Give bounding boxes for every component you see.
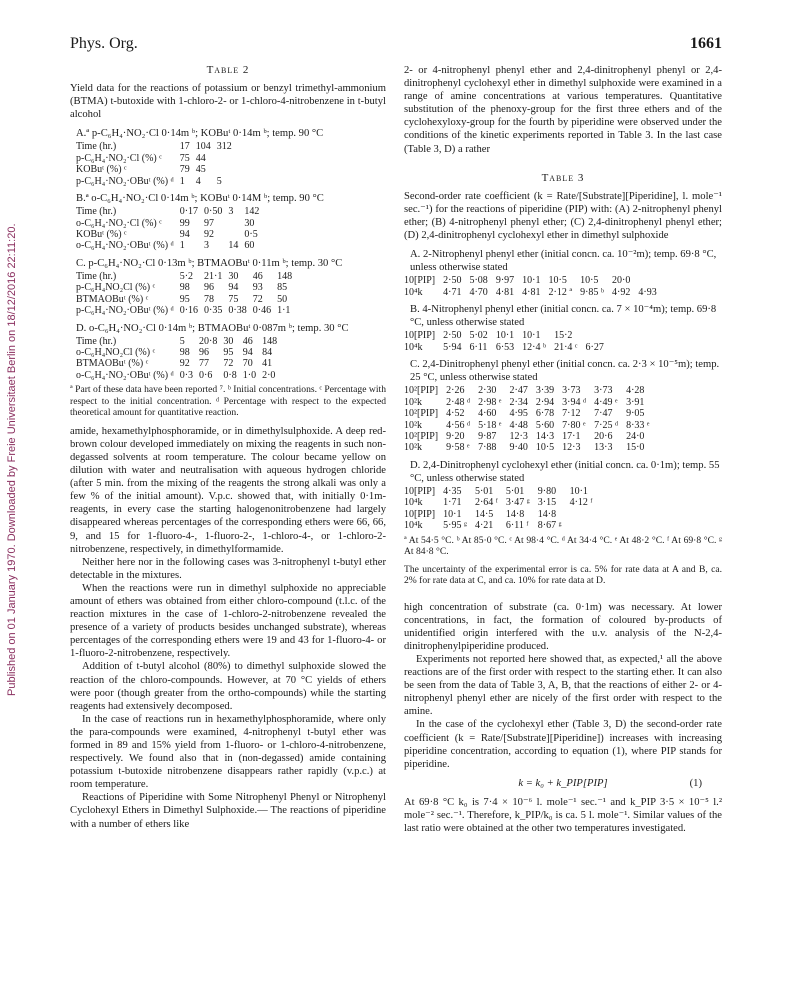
table-cell: 4·93 — [638, 286, 657, 298]
table-cell: 4·28 — [626, 385, 645, 397]
table-cell: 142 — [244, 206, 260, 218]
row-label: 10[PIP] — [404, 330, 436, 342]
row-label: Time (hr.) — [76, 335, 117, 347]
table-cell: 4·12 ᶠ — [569, 497, 593, 509]
table-cell — [280, 358, 286, 369]
table2-title: Table 2 — [206, 64, 250, 76]
table-cell: 9·85 ᵇ — [580, 286, 605, 298]
table-cell: 10·1 — [522, 330, 541, 342]
body-paragraph: high concentration of substrate (ca. 0·1m) was necessary. At lower concentrations, in fact, the formation of coloured by-products of unidentified origin interfered with the u.v. analysis of the N-2,4-dinitrophenylpiperidine produced. — [404, 601, 722, 652]
table-cell — [295, 271, 301, 282]
table-cell — [247, 164, 253, 175]
table-cell: 5·01 — [474, 485, 494, 497]
table-cell: 98 — [179, 282, 190, 294]
table-row — [404, 397, 653, 408]
table-cell: 94 — [228, 282, 239, 294]
body-paragraph: Addition of t-butyl alcohol (80%) to dimethyl sulphoxide slowed the reaction of the chloro-compounds. However, at 70 °C yields of ethers were poor (though greater from the ortho-compounds) while the starting reagents had extensively decomposed. — [70, 661, 386, 712]
table-cell: 5 — [179, 335, 185, 347]
table-cell: 6·11 ᶠ — [505, 520, 529, 532]
row-label: Time (hr.) — [76, 270, 117, 282]
table-cell: 2·34 — [509, 396, 528, 408]
equation-text: k = k₀ + k_PIP[PIP] — [518, 777, 608, 789]
table3 — [404, 248, 722, 531]
table-row — [70, 240, 274, 251]
table-cell: 14·8 — [505, 508, 525, 520]
table-cell: 45 — [195, 164, 206, 176]
journal-name: Phys. Org. — [70, 35, 138, 52]
equation-number: (1) — [689, 777, 702, 789]
table-row — [70, 229, 274, 240]
table-cell: 9·05 — [626, 408, 645, 420]
table-cell: 12·3 — [509, 430, 528, 442]
table-cell: 4·70 — [469, 286, 488, 298]
body-paragraph: Neither here nor in the following cases was 3-nitrophenyl t-butyl ether detectable in the mixtures. — [70, 556, 386, 581]
table-cell — [214, 164, 235, 175]
table-cell: 7·47 — [594, 408, 613, 420]
table-cell: 5·08 — [469, 275, 488, 287]
table-cell: 3·39 — [535, 385, 555, 397]
table-cell: 14·5 — [474, 508, 494, 520]
table-cell: 94 — [179, 229, 190, 240]
table-cell: 9·20 — [446, 430, 465, 442]
table-row — [404, 431, 653, 442]
download-note: Published on 01 January 1970. Downloaded by Freie Universitaet Berlin on 18/12/2016 22:11:20. — [6, 223, 18, 696]
table-row — [404, 442, 653, 453]
table-cell: 0·5 — [244, 229, 258, 240]
table3-section-table — [404, 385, 653, 453]
table-cell: 0·3 — [179, 369, 194, 381]
table-cell: 0·46 — [252, 305, 272, 317]
row-label: p-C₆H₄·NO₂·OBuᵗ (%) ᵈ — [76, 305, 174, 317]
table-cell: 77 — [199, 358, 210, 370]
row-label: KOBuᵗ (%) ᶜ — [76, 164, 127, 176]
table-cell — [268, 240, 274, 251]
table-cell: 50 — [277, 293, 288, 305]
table-cell: 6·27 — [585, 341, 604, 353]
table-cell: 3·47 ᵍ — [505, 497, 530, 509]
table-cell: 10·1 — [522, 275, 541, 287]
table2-section-table — [70, 336, 286, 382]
table-cell: 20·6 — [594, 430, 613, 442]
table2-section-head: A.ª p-C₆H₄·NO₂·Cl 0·14m ᵇ; KOBuᵗ 0·14m ᵇ; temp. 90 °C — [76, 128, 324, 140]
table2-section-head: C. p-C₆H₄·NO₂·Cl 0·13m ᵇ; BTMAOBuᵗ 0·11m ᵇ; temp. 30 °C — [76, 257, 343, 269]
row-label: 10⁴k — [404, 341, 423, 353]
table-row — [70, 336, 286, 347]
table3-title: Table 3 — [541, 171, 585, 184]
table-row — [70, 294, 301, 305]
table-cell: 0·35 — [204, 305, 223, 317]
row-label: 10²[PIP] — [404, 408, 439, 420]
table-cell — [225, 218, 241, 229]
table-cell: 5·95 ᵍ — [443, 520, 467, 532]
body-paragraph: In the case of reactions run in hexamethylphosphoramide, where only the para-compounds were examined, 4-nitrophenyl t-butyl ether was formed in 89 and 15% yield from 1-fluoro- or 1-chloro-4-nitrobenzene, respectively. We found also that in (non-degassed) amide containing potassium t-butoxide nitrobenzene disappears rather rapidly (v.p.c.) at room temperature. — [70, 713, 386, 791]
table-cell: 4·71 — [443, 286, 462, 298]
table-cell: 17 — [179, 141, 190, 153]
table-cell: 5·94 — [443, 341, 462, 353]
table3-section-table — [404, 486, 597, 532]
row-label: 10²[PIP] — [404, 430, 439, 442]
body-paragraph: In the case of the cyclohexyl ether (Table 3, D) the second-order rate coefficient (k = Rate/[Substrate][Piperidine]) increases with increasing piperidine concentration, according to equation (1), where PIP stands for piperidine. — [404, 719, 722, 770]
table-cell: 10·1 — [495, 330, 515, 342]
table-cell — [214, 153, 235, 164]
table-cell: 5·18 ᵉ — [478, 419, 502, 431]
row-label: KOBuᵗ (%) ᶜ — [76, 229, 127, 240]
row-label: 10[PIP] — [404, 508, 436, 520]
row-label: p-C₆H₄·NO₂·Cl (%) ᶜ — [76, 152, 162, 164]
table-cell: 7·12 — [562, 408, 581, 420]
table-cell: 1 — [179, 240, 185, 252]
table-row — [70, 358, 286, 369]
table-cell: 2·50 — [443, 275, 462, 287]
table2-section-table — [70, 141, 253, 187]
right-top-paragraph: 2- or 4-nitrophenyl phenyl ether and 2,4-dinitrophenyl phenyl or 2,4-dinitrophenyl cyclohexyl ether in dimethyl sulphoxide were examined in a range of amine concentrations at various temperatures. Quantitative substitution of the phenoxy-group for the first three ethers and of the cyclohexyloxy-group for the fourth by piperidine were observed under the conditions of the kinetic experiments reported in Table 3. In the last case (Table 3, D) a rather — [404, 65, 722, 155]
table-row — [70, 164, 253, 175]
table-cell: 93 — [252, 282, 263, 294]
table-row — [404, 509, 597, 520]
table-cell: 2·26 — [446, 385, 465, 397]
body-paragraph: Reactions of Piperidine with Some Nitrophenyl Phenyl or Nitrophenyl Cyclohexyl Ethers in Dimethyl Sulphoxide.— The reactions of piperidine with a number of ethers like — [70, 792, 386, 830]
body-paragraph: When the reactions were run in dimethyl sulphoxide no appreciable amount of ethers was obtained from either chloro-compound (t.l.c. of the reaction mixtures in the case of 1-chloro-2-nitrobenzene revealed the presence of a variety of products besides unchanged substrate), whereas percentages of the corresponding ethers were 19 and 43 for 1-fluoro-4- or 1-fluoro-2-nitrobenzene, respectively. — [70, 582, 386, 660]
table-row — [404, 330, 608, 341]
row-label: BTMAOBuᵗ (%) ᶜ — [76, 358, 149, 370]
table-cell: 5·01 — [505, 485, 525, 497]
table-cell: 94 — [242, 347, 253, 359]
table-cell: 7·88 — [478, 442, 497, 454]
table-cell: 4 — [195, 175, 201, 187]
body-paragraph: amide, hexamethylphosphoramide, or in dimethylsulphoxide. A deep red-brown colour developed immediately on mixing the reagents in such non-degassed solvents at room temperature. The colour became yellow on dilution with water and neutralisation with aqueous hydrogen chloride (after 5 min. from the mixing of the reagents the strong alkali was only a few % of the initial amount). V.p.c. showed that, with initially 0·1m-reagents, in every case the starting halogenonitrobenzene had largely disappeared whereas percentages of the corresponding ethers were 66, 66, 9, and 15 for 1-fluoro-4-, 1-fluoro-2-, 1-chloro-4-, or 1-chloro-2-nitrobenzene, respectively, in dimethylformamide. — [70, 425, 386, 555]
table-cell: 12·4 ᵇ — [522, 341, 547, 353]
table2-caption: Yield data for the reactions of potassium or benzyl trimethyl-ammonium (BTMA) t-butoxide with 1-chloro-2- or 1-chloro-4-nitrobenzene in t-butyl alcohol — [70, 83, 386, 121]
row-label: 10²k — [404, 396, 422, 408]
table3-caption: Second-order rate coefficient (k = Rate/[Substrate][Piperidine], l. mole⁻¹ sec.⁻¹) for the reactions of piperidine (PIP) with: (A) 2-nitrophenyl phenyl ether; (B) 4-nitrophenyl phenyl ether; (C) 2,4-dinitrophenyl phenyl ether; (D) 2,4-dinitrophenyl cyclohexyl ether in dimethyl sulphoxide — [404, 190, 722, 242]
table-cell: 3·94 ᵈ — [562, 396, 587, 408]
table-cell: 6·78 — [535, 408, 555, 420]
table-cell — [268, 218, 274, 229]
table-cell: 4·92 — [612, 286, 631, 298]
table-cell: 95 — [179, 293, 190, 305]
table-cell: 4·48 — [509, 419, 528, 431]
table-cell: 0·16 — [179, 305, 199, 317]
table3-section-table — [404, 330, 608, 353]
table-cell: 4·81 — [495, 286, 515, 298]
table-row — [404, 486, 597, 497]
table-cell: 3 — [204, 240, 210, 252]
row-label: BTMAOBuᵗ (%) ᶜ — [76, 293, 149, 305]
table-cell: 2·0 — [262, 369, 276, 381]
table-cell: 5·2 — [179, 270, 194, 282]
table-cell — [247, 141, 253, 152]
table-row — [70, 271, 301, 282]
table-cell: 14·3 — [535, 430, 555, 442]
table-cell: 20·0 — [612, 275, 631, 287]
row-label: o-C₆H₄·NO₂·OBuᵗ (%) ᵈ — [76, 240, 174, 252]
table-row — [70, 347, 286, 358]
table-row — [404, 385, 653, 396]
table-cell: 75 — [228, 293, 239, 305]
table-cell — [225, 229, 241, 240]
equation-1 — [404, 777, 722, 790]
table-cell: 104 — [195, 141, 211, 153]
row-label: o-C₆H₄·NO₂·OBuᵗ (%) ᵈ — [76, 369, 174, 381]
table-cell: 9·40 — [509, 442, 528, 454]
table-cell: 85 — [277, 282, 288, 294]
table-cell: 15·2 — [554, 330, 573, 342]
table-cell: 84 — [262, 347, 273, 359]
table3-section-head: B. 4-Nitrophenyl phenyl ether (initial concn. ca. 7 × 10⁻⁴m); temp. 69·8 °C, unless otherwise stated — [410, 304, 717, 329]
table-cell: 13·3 — [594, 442, 613, 454]
row-label: 10⁴k — [404, 286, 423, 298]
table-cell: 98 — [179, 347, 190, 359]
table3-note: The uncertainty of the experimental error is ca. 5% for rate data at A and B, ca. 2% for rate data at C, and ca. 10% for rate data at D. — [404, 563, 722, 587]
table2-section-table — [70, 206, 274, 252]
table-cell: 99 — [179, 217, 190, 229]
body-paragraph: Experiments not reported here showed that, as expected,¹ all the above reactions are of the first order with respect to the starting ether. It can also be seen from the data of Table 3, A, B, that the reactions of either 2- or 4-nitrophenyl phenyl ether are nicely of the first order with respect to the amine. — [404, 653, 722, 718]
table-row — [70, 153, 253, 164]
table-cell: 9·87 — [478, 430, 497, 442]
table-cell: 7·80 ᵉ — [562, 419, 586, 431]
table-cell: 0·6 — [199, 369, 213, 381]
table-cell: 0·8 — [223, 369, 237, 381]
table2 — [70, 127, 386, 381]
table-cell: 6·11 — [469, 341, 488, 353]
table-cell: 4·81 — [522, 286, 541, 298]
page-number: 1661 — [690, 35, 722, 52]
table-cell: 14 — [228, 240, 239, 252]
right-body-text — [404, 601, 722, 771]
table-row — [404, 275, 661, 286]
table-cell: 4·56 ᵈ — [446, 419, 471, 431]
row-label: 10⁴k — [404, 497, 423, 509]
table-cell: 0·38 — [228, 305, 247, 317]
table-cell — [280, 370, 286, 381]
table-cell — [247, 153, 253, 164]
table-cell: 72 — [252, 293, 263, 305]
table-cell: 10·5 — [580, 275, 599, 287]
table-cell: 30 — [228, 270, 239, 282]
table-cell: 9·58 ᵉ — [446, 442, 470, 454]
table-cell: 21·1 — [204, 270, 223, 282]
table-cell — [295, 282, 301, 293]
row-label: 10[PIP] — [404, 485, 436, 497]
table-cell: 1 — [179, 175, 185, 187]
table-row — [404, 408, 653, 419]
table-cell: 12·3 — [562, 442, 581, 454]
table-cell: 3 — [228, 206, 234, 218]
table-cell: 92 — [204, 229, 215, 240]
table-cell: 30 — [244, 217, 255, 229]
left-column — [70, 64, 386, 831]
table-cell — [280, 336, 286, 347]
table-row — [404, 520, 597, 531]
table-cell: 10·1 — [443, 508, 462, 520]
table-cell: 4·35 — [443, 485, 462, 497]
table-cell: 6·53 — [495, 341, 515, 353]
table-cell: 14·8 — [537, 508, 557, 520]
table-cell: 92 — [179, 358, 190, 370]
row-label: 10[PIP] — [404, 275, 436, 287]
table-row — [70, 206, 274, 217]
table-cell: 2·47 — [509, 385, 528, 397]
table-cell: 2·98 ᵉ — [478, 396, 502, 408]
table3-section-head: D. 2,4-Dinitrophenyl cyclohexyl ether (initial concn. ca. 0·1m); temp. 55 °C, unless otherwise stated — [410, 459, 720, 484]
table-cell: 312 — [216, 141, 232, 153]
table3-section-head: C. 2,4-Dinitrophenyl phenyl ether (initial concn. ca. 2·3 × 10⁻⁵m); temp. 25 °C, unless otherwise stated — [410, 359, 720, 384]
table-cell: 79 — [179, 164, 190, 176]
table-cell: 96 — [204, 282, 215, 294]
table-cell: 2·30 — [478, 385, 497, 397]
row-label: p-C₆H₄·NO₂·OBuᵗ (%) ᵈ — [76, 175, 174, 187]
table-cell — [268, 206, 274, 217]
table3-section-table — [404, 275, 661, 298]
table-cell: 95 — [223, 347, 234, 359]
table-cell: 44 — [195, 152, 206, 164]
table-cell: 17·1 — [562, 430, 581, 442]
table-cell — [247, 176, 253, 187]
table-cell: 46 — [242, 335, 253, 347]
table-cell: 24·0 — [626, 430, 645, 442]
table-cell: 1·1 — [277, 305, 291, 317]
table-cell: 8·67 ᵍ — [537, 520, 562, 532]
table-row — [404, 287, 661, 298]
table-cell: 5·02 — [469, 330, 488, 342]
table-cell: 1·0 — [242, 369, 257, 381]
row-label: p-C₆H₄NO₂Cl (%) ᶜ — [76, 282, 156, 294]
table-cell: 9·80 — [537, 485, 557, 497]
table-cell: 5 — [216, 175, 222, 187]
table-cell — [295, 294, 301, 305]
right-end-paragraph: At 69·8 °C k₀ is 7·4 × 10⁻⁶ l. mole⁻¹ sec.⁻¹ and k_PIP 3·5 × 10⁻⁵ l.² mole⁻² sec.⁻¹. Therefore, k_PIP/k₀ is ca. 5 l. mole⁻¹. Similar values of the last ratio were obtained at the other two temperatures investigated. — [404, 796, 722, 835]
table-cell: 9·97 — [495, 275, 515, 287]
table-cell: 20·8 — [199, 335, 218, 347]
table-cell: 1·71 — [443, 497, 462, 509]
table-cell: 148 — [277, 270, 293, 282]
table-cell: 3·73 — [594, 385, 613, 397]
table-row — [70, 305, 301, 316]
table2-section-head: D. o-C₆H₄·NO₂·Cl 0·14m ᵇ; BTMAOBuᵗ 0·087m ᵇ; temp. 30 °C — [76, 322, 349, 334]
row-label: 10²[PIP] — [404, 385, 439, 397]
table-cell: 2·64 ᶠ — [474, 497, 498, 509]
table-cell — [268, 229, 274, 240]
table-cell: 30 — [223, 335, 234, 347]
table-cell: 4·52 — [446, 408, 465, 420]
table-cell: 2·48 ᵈ — [446, 396, 471, 408]
table-cell: 10·5 — [548, 275, 567, 287]
table-row — [404, 497, 597, 508]
table-cell — [295, 305, 301, 316]
row-label: Time (hr.) — [76, 206, 117, 218]
table-cell: 2·12 ª — [548, 286, 573, 298]
table3-footnote: ª At 54·5 °C. ᵇ At 85·0 °C. ᶜ At 98·4 °C. ᵈ At 34·4 °C. ᵉ At 48·2 °C. ᶠ At 69·8 °C. ᵍ At 84·8 °C. — [404, 534, 722, 558]
table-cell: 8·33 ᵉ — [626, 419, 650, 431]
table-cell: 46 — [252, 270, 263, 282]
table2-section-head: B.ª o-C₆H₄·NO₂·Cl 0·14m ᵇ; KOBuᵗ 0·14M ᵇ; temp. 90 °C — [76, 193, 324, 205]
right-column — [404, 64, 722, 835]
table-row — [404, 342, 608, 353]
table-row — [404, 420, 653, 431]
table-cell: 70 — [242, 358, 253, 370]
table2-section-table — [70, 271, 301, 317]
table-row — [70, 218, 274, 229]
table-cell: 41 — [262, 358, 273, 370]
table-cell: 97 — [204, 217, 215, 229]
row-label: 10²k — [404, 442, 422, 454]
row-label: Time (hr.) — [76, 141, 117, 153]
table-cell — [280, 347, 286, 358]
row-label: 10²k — [404, 419, 422, 431]
table-cell: 5·60 — [535, 419, 555, 431]
row-label: 10⁴k — [404, 520, 423, 532]
table-cell: 78 — [204, 293, 215, 305]
table-cell: 148 — [262, 335, 278, 347]
row-label: o-C₆H₄·NO₂·Cl (%) ᶜ — [76, 217, 162, 229]
table-cell: 2·50 — [443, 330, 462, 342]
table-cell: 0·17 — [179, 206, 199, 218]
table-cell: 4·21 — [474, 520, 494, 532]
table-cell: 3·15 — [537, 497, 557, 509]
table-row — [70, 141, 253, 152]
table-cell: 3·73 — [562, 385, 581, 397]
row-label: o-C₆H₄NO₂Cl (%) ᶜ — [76, 347, 156, 359]
table-cell: 4·95 — [509, 408, 528, 420]
table-row — [70, 370, 286, 381]
table-cell: 60 — [244, 240, 255, 252]
table-cell: 4·60 — [478, 408, 497, 420]
table3-section-head: A. 2-Nitrophenyl phenyl ether (initial concn. ca. 10⁻²m); temp. 69·8 °C, unless otherwise stated — [410, 249, 717, 274]
left-body-text — [70, 425, 386, 831]
table-cell: 3·91 — [626, 396, 645, 408]
table-cell: 10·1 — [569, 485, 588, 497]
table-cell: 72 — [223, 358, 234, 370]
table-cell: 7·25 ᵈ — [594, 419, 619, 431]
table-cell: 10·5 — [535, 442, 555, 454]
table-cell: 96 — [199, 347, 210, 359]
table-cell: 2·94 — [535, 396, 555, 408]
table-cell: 75 — [179, 152, 190, 164]
table-row — [70, 176, 253, 187]
table2-footnote: ª Part of these data have been reported ⁷. ᵇ Initial concentrations. ᶜ Percentage with respect to the initial concentration. ᵈ Percentage with respect to the expected theoretical amount for quantitative reaction. — [70, 384, 386, 419]
table-row — [70, 282, 301, 293]
table-cell: 0·50 — [204, 206, 223, 218]
table-cell: 21·4 ᶜ — [554, 341, 578, 353]
table-cell: 4·49 ᵉ — [594, 396, 618, 408]
table-cell: 15·0 — [626, 442, 645, 454]
